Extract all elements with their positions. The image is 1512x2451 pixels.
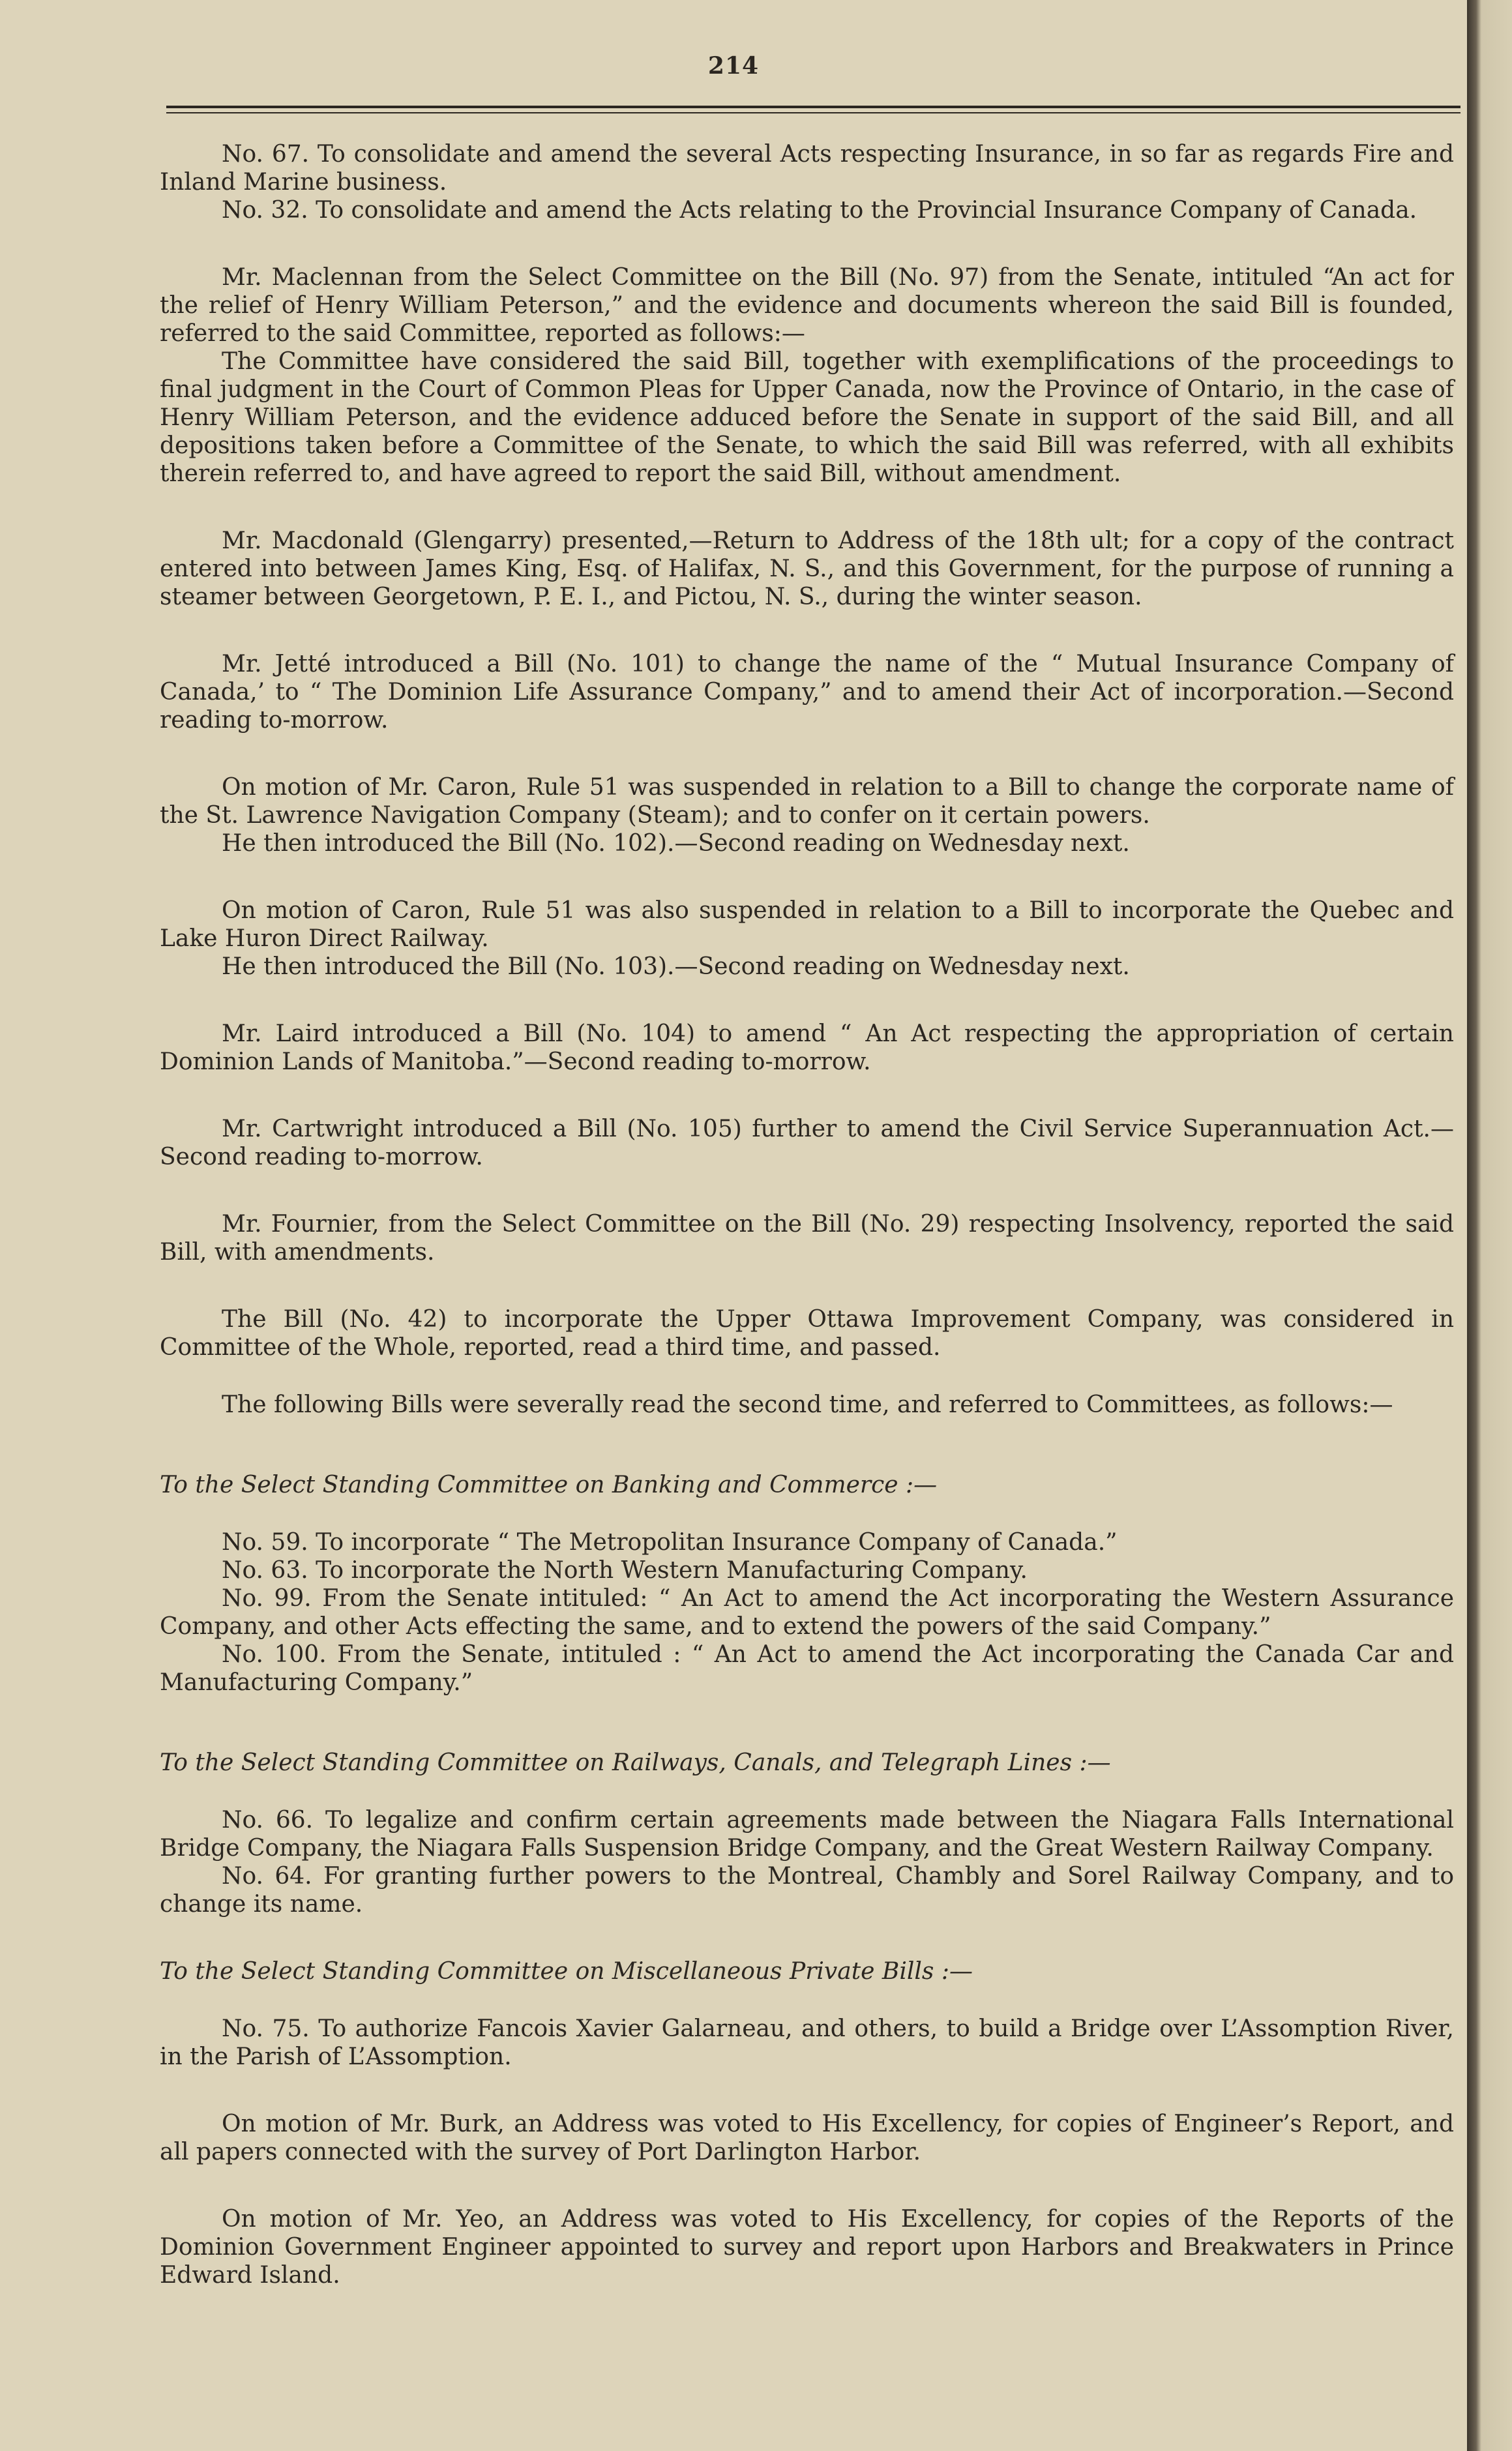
header-rule <box>166 106 1460 108</box>
committee-heading: To the Select Standing Committee on Miscellaneous Private Bills :— <box>160 1958 973 1985</box>
paragraph: Mr. Macdonald (Glengarry) presented,—Return to Address of the 18th ult; for a copy of the contract entered into between James King, Esq. of Halifax, N. S., and this Government, for the purpose of running a steamer between Georgetown, P. E. I., and Pictou, N. S., during the winter season. <box>160 527 1454 610</box>
bill-entry: No. 66. To legalize and confirm certain agreements made between the Niagara Falls International Bridge Company, the Niagara Falls Suspension Bridge Company, and the Great Western Railway Company. <box>160 1807 1454 1862</box>
paragraph: He then introduced the Bill (No. 102).—Second reading on Wednesday next. <box>222 830 1130 857</box>
paragraph: On motion of Caron, Rule 51 was also suspended in relation to a Bill to incorporate the Quebec and Lake Huron Direct Railway. <box>160 897 1454 952</box>
paragraph: On motion of Mr. Burk, an Address was voted to His Excellency, for copies of Engineer’s Report, and all papers connected with the survey of Port Darlington Harbor. <box>160 2111 1454 2165</box>
journal-body <box>160 140 1454 2289</box>
book-gutter <box>1467 0 1512 2451</box>
header-rule-thin <box>166 112 1460 113</box>
paragraph: Mr. Laird introduced a Bill (No. 104) to amend “ An Act respecting the appropriation of certain Dominion Lands of Manitoba.”—Second reading to-morrow. <box>160 1020 1454 1075</box>
bill-entry: No. 100. From the Senate, intituled : “ An Act to amend the Act incorporating the Canada Car and Manufacturing Company.” <box>160 1641 1454 1696</box>
committee-heading: To the Select Standing Committee on Banking and Commerce :— <box>160 1472 938 1498</box>
paragraph: The Committee have considered the said Bill, together with exemplifications of the proceedings to final judgment in the Court of Common Pleas for Upper Canada, now the Province of Ontario, in the case of Henry William Peterson, and the evidence adduced before the Senate in support of the said Bill, and all depositions taken before a Committee of the Senate, to which the said Bill was referred, with all exhibits therein referred to, and have agreed to report the said Bill, without amendment. <box>160 348 1454 487</box>
paragraph: Mr. Fournier, from the Select Committee on the Bill (No. 29) respecting Insolvency, reported the said Bill, with amendments. <box>160 1211 1454 1266</box>
paragraph: The following Bills were severally read the second time, and referred to Committees, as follows:— <box>222 1391 1393 1418</box>
committee-heading: To the Select Standing Committee on Railways, Canals, and Telegraph Lines :— <box>160 1749 1111 1776</box>
paragraph: On motion of Mr. Caron, Rule 51 was suspended in relation to a Bill to change the corporate name of the St. Lawrence Navigation Company (Steam); and to confer on it certain powers. <box>160 774 1454 829</box>
bill-entry: No. 63. To incorporate the North Western Manufacturing Company. <box>222 1557 1028 1584</box>
page-number: 214 <box>707 52 760 80</box>
paragraph: No. 67. To consolidate and amend the several Acts respecting Insurance, in so far as regards Fire and Inland Marine business. <box>160 141 1454 196</box>
bill-entry: No. 75. To authorize Fancois Xavier Galarneau, and others, to build a Bridge over L’Assomption River, in the Parish of L’Assomption. <box>160 2015 1454 2070</box>
bill-entry: No. 59. To incorporate “ The Metropolitan Insurance Company of Canada.” <box>222 1529 1118 1556</box>
paragraph: He then introduced the Bill (No. 103).—Second reading on Wednesday next. <box>222 953 1130 980</box>
bill-entry: No. 64. For granting further powers to the Montreal, Chambly and Sorel Railway Company, and to change its name. <box>160 1863 1454 1918</box>
paragraph: Mr. Jetté introduced a Bill (No. 101) to change the name of the “ Mutual Insurance Company of Canada,’ to “ The Dominion Life Assurance Company,” and to amend their Act of incorporation.—Second reading to-morrow. <box>160 651 1454 734</box>
paragraph: On motion of Mr. Yeo, an Address was voted to His Excellency, for copies of the Reports of the Dominion Government Engineer appointed to survey and report upon Harbors and Breakwaters in Prince Edward Island. <box>160 2206 1454 2289</box>
paragraph: The Bill (No. 42) to incorporate the Upper Ottawa Improvement Company, was considered in Committee of the Whole, reported, read a third time, and passed. <box>160 1306 1454 1361</box>
paragraph: Mr. Maclennan from the Select Committee on the Bill (No. 97) from the Senate, intituled “An act for the relief of Henry William Peterson,” and the evidence and documents whereon the said Bill is founded, referred to the said Committee, reported as follows:— <box>160 264 1454 347</box>
paragraph: Mr. Cartwright introduced a Bill (No. 105) further to amend the Civil Service Superannuation Act.—Second reading to-morrow. <box>160 1116 1454 1170</box>
paragraph: No. 32. To consolidate and amend the Acts relating to the Provincial Insurance Company of Canada. <box>222 197 1417 224</box>
bill-entry: No. 99. From the Senate intituled: “ An Act to amend the Act incorporating the Western Assurance Company, and other Acts effecting the same, and to extend the powers of the said Company.” <box>160 1585 1454 1640</box>
